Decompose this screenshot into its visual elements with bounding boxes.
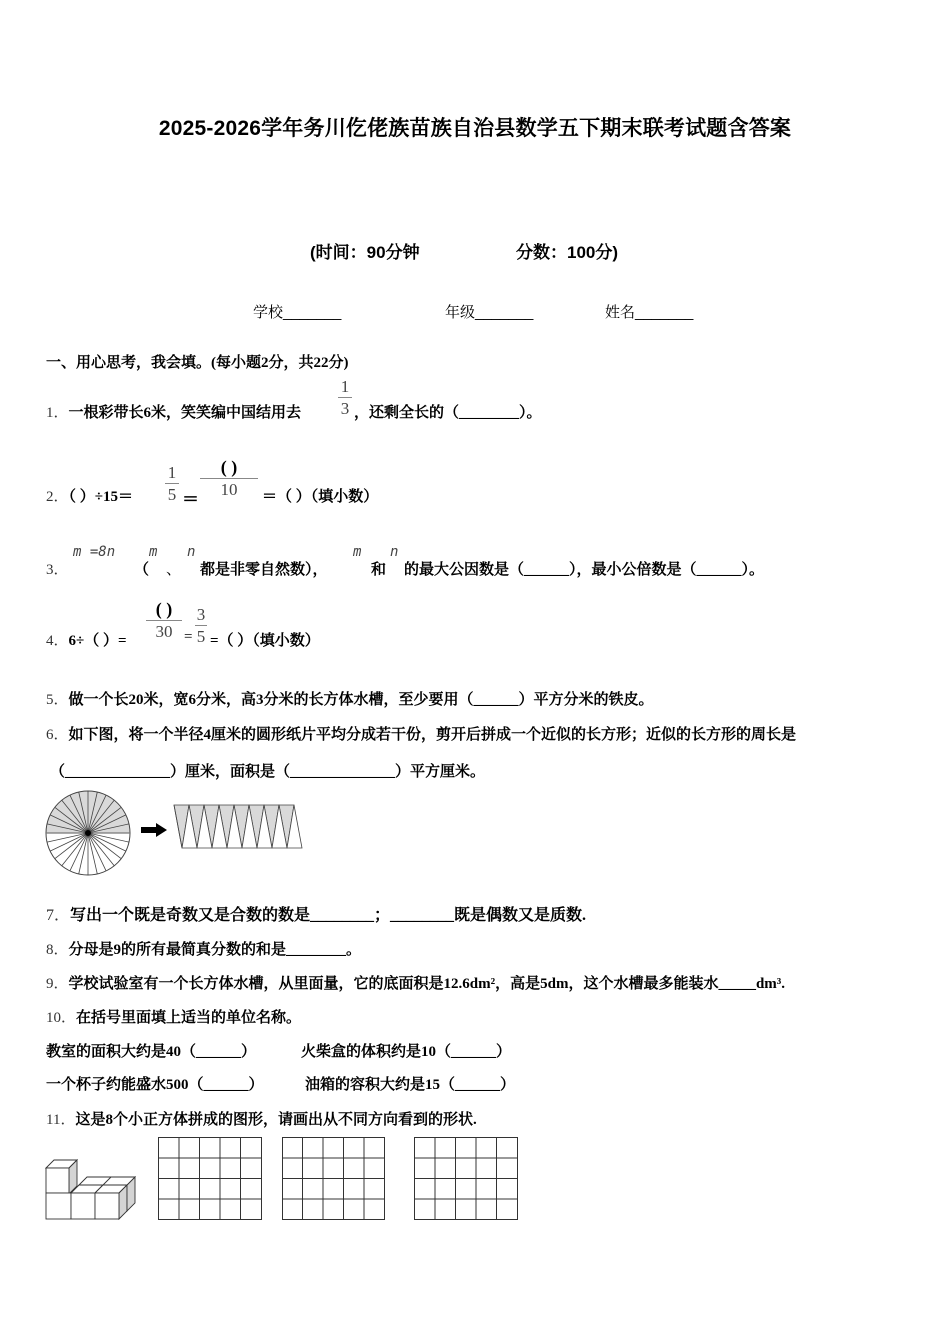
question-number: 9． [46, 976, 69, 992]
question-4 [46, 629, 127, 650]
question-text: 6÷（ ）= [68, 633, 127, 649]
grade-field[interactable]: 年级_______ [445, 304, 534, 321]
exam-time: (时间：90分钟 [310, 243, 420, 262]
page-title: 2025-2026学年务川仡佬族苗族自治县数学五下期末联考试题含答案 [158, 117, 792, 140]
fraction-one-third: 1 3 [338, 378, 352, 417]
question-number: 11． [46, 1112, 76, 1128]
question-2-answer[interactable]: ＝（ ）（填小数） [262, 489, 379, 505]
rearranged-rectangle-figure [174, 804, 304, 850]
equals-sign: = [184, 629, 193, 645]
question-text: 在括号里面填上适当的单位名称。 [76, 1010, 302, 1026]
question-number: 5． [46, 692, 69, 708]
question-text: 一根彩带长6米，笑笑编中国结用去 [68, 405, 302, 421]
cube-stack-figure [44, 1150, 140, 1222]
question-9 [46, 972, 785, 993]
question-text: 这是8个小正方体拼成的图形，请画出从不同方向看到的形状. [75, 1112, 477, 1128]
fraction-blank-over-10[interactable]: ( ) 10 [200, 458, 258, 498]
question-6 [46, 723, 796, 744]
question-1-answer[interactable]: ，还剩全长的（________）。 [354, 405, 542, 421]
arrow-right-icon [141, 823, 167, 837]
answer-grid-front[interactable] [158, 1137, 262, 1220]
question-number: 2． [46, 489, 69, 505]
school-field[interactable]: 学校_______ [253, 304, 342, 321]
variable-m: m [149, 544, 158, 560]
question-number: 10． [46, 1010, 77, 1026]
question-text: 如下图，将一个半径4厘米的圆形纸片平均分成若干份，剪开后拼成一个近似的长方形；近似的长方形的周长是 [68, 727, 797, 743]
question-11 [46, 1108, 477, 1129]
name-field[interactable]: 姓名_______ [605, 304, 694, 321]
question-3-answer[interactable]: 的最大公因数是（______），最小公倍数是（______）。 [404, 562, 765, 578]
answer-grid-side[interactable] [282, 1137, 385, 1220]
question-text[interactable]: 做一个长20米，宽6分米，高3分米的长方体水槽，至少要用（______）平方分米的铁皮。 [68, 692, 654, 708]
question-text[interactable]: 学校试验室有一个长方体水槽，从里面量，它的底面积是12.6dm²，高是5dm，这个水槽最多能装水_____dm³. [68, 976, 786, 992]
question-10 [46, 1006, 301, 1027]
question-text: （ ）÷15＝ [68, 489, 133, 505]
question-text: 和 [371, 562, 387, 578]
section-heading: 一、用心思考，我会填。(每小题2分，共22分) [46, 355, 349, 371]
question-text[interactable]: 写出一个既是奇数又是合数的数是________；________既是偶数又是质数. [70, 907, 587, 924]
variable-n: n [187, 544, 196, 560]
question-7 [46, 902, 586, 925]
question-4-answer[interactable]: =（ ）（填小数） [210, 633, 320, 649]
variable-m: m [353, 544, 362, 560]
question-5 [46, 688, 654, 709]
question-number: 1． [46, 405, 69, 421]
question-2 [46, 485, 133, 506]
question-number: 7． [46, 907, 71, 924]
question-number: 6． [46, 727, 69, 743]
separator: 、 [166, 562, 182, 578]
circle-sectors-figure [44, 789, 132, 877]
q10-matchbox-volume[interactable]: 火柴盒的体积约是10（______） [301, 1044, 512, 1060]
answer-grid-top[interactable] [414, 1137, 518, 1220]
paren-open: （ [134, 562, 150, 578]
equation-m-8n: m =8n [73, 544, 116, 560]
variable-n: n [390, 544, 399, 560]
exam-score: 分数：100分) [516, 243, 619, 262]
question-text: 都是非零自然数）， [200, 562, 328, 578]
fraction-three-fifths: 3 5 [196, 605, 206, 646]
question-text[interactable]: 分母是9的所有最简真分数的和是________。 [68, 942, 362, 958]
question-number: 8． [46, 942, 69, 958]
equals-sign: ＝ [182, 490, 199, 509]
q10-cup-capacity[interactable]: 一个杯子约能盛水500（______） [46, 1077, 264, 1093]
q10-classroom-area[interactable]: 教室的面积大约是40（______） [46, 1044, 257, 1060]
fraction-one-fifth: 1 5 [165, 464, 179, 503]
question-number: 4． [46, 633, 69, 649]
question-1 [46, 401, 301, 422]
question-8 [46, 938, 361, 959]
q10-tank-capacity[interactable]: 油箱的容积大约是15（______） [305, 1077, 516, 1093]
question-6-answer[interactable]: （______________）厘米，面积是（______________）平方厘米。 [50, 764, 486, 780]
question-3-number: 3． [46, 562, 69, 578]
fraction-blank-over-30[interactable]: ( ) 30 [146, 600, 182, 640]
